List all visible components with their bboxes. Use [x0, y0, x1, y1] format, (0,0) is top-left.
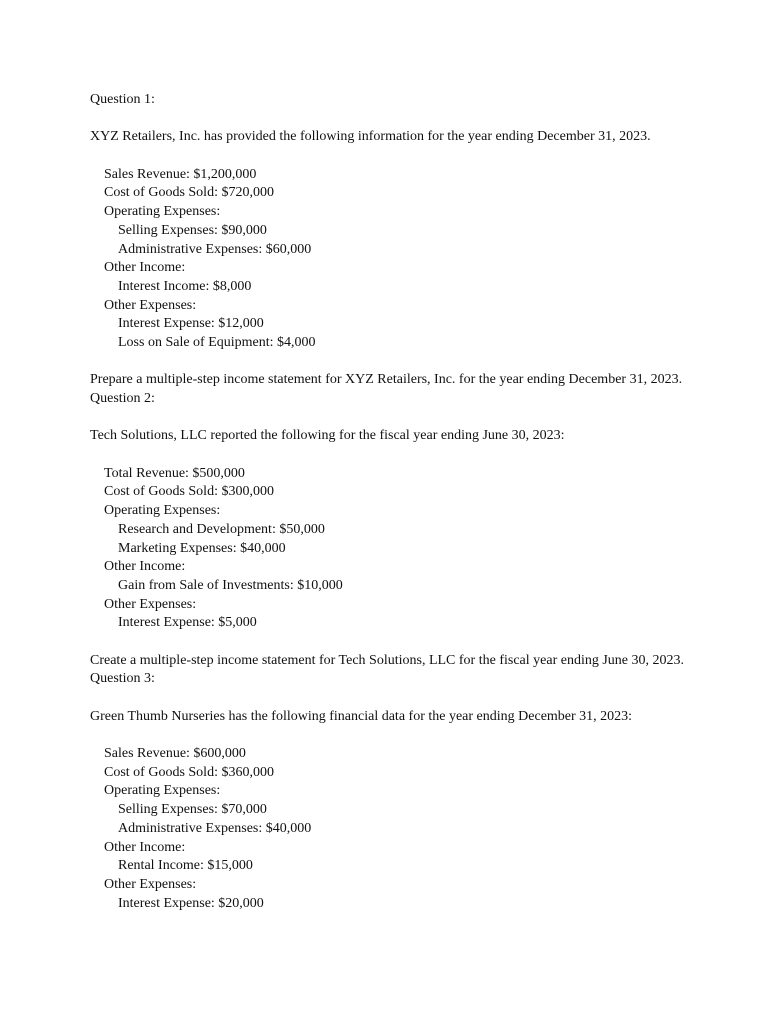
sub-line-item: Loss on Sale of Equipment: $4,000	[118, 334, 316, 350]
sub-line-item: Gain from Sale of Investments: $10,000	[118, 577, 343, 593]
question-block	[90, 390, 730, 670]
line-item: Operating Expenses:	[104, 204, 221, 220]
blank-line	[90, 409, 730, 428]
sub-line-item: Interest Expense: $20,000	[118, 895, 264, 911]
question-intro: Tech Solutions, LLC reported the following for the fiscal year ending June 30, 2023:	[90, 428, 565, 444]
line-item: Other Income:	[104, 559, 186, 575]
line-item: Other Income:	[104, 839, 186, 855]
sub-line-item: Interest Income: $8,000	[118, 278, 252, 294]
financial-data-list	[90, 465, 730, 633]
line-item: Total Revenue: $500,000	[104, 465, 245, 481]
line-item: Cost of Goods Sold: $360,000	[104, 764, 274, 780]
blank-line	[90, 689, 730, 708]
line-item: Cost of Goods Sold: $300,000	[104, 484, 274, 500]
sub-line-item: Interest Expense: $5,000	[118, 615, 257, 631]
question-intro: Green Thumb Nurseries has the following financial data for the year ending December 31, 2023:	[90, 708, 633, 724]
question-block	[90, 91, 730, 390]
line-item: Other Expenses:	[104, 297, 197, 313]
line-item: Operating Expenses:	[104, 503, 221, 519]
question-instruction: Create a multiple-step income statement for Tech Solutions, LLC for the fiscal year ending June 30, 2023.	[90, 652, 684, 668]
blank-line	[90, 446, 730, 465]
question-instruction: Prepare a multiple-step income statement for XYZ Retailers, Inc. for the year ending December 31, 2023.	[90, 372, 683, 388]
line-item: Other Income:	[104, 260, 186, 276]
blank-line	[90, 633, 730, 652]
sub-line-item: Selling Expenses: $70,000	[118, 802, 267, 818]
sub-line-item: Rental Income: $15,000	[118, 858, 253, 874]
blank-line	[90, 726, 730, 745]
line-item: Other Expenses:	[104, 876, 197, 892]
sub-line-item: Marketing Expenses: $40,000	[118, 540, 286, 556]
financial-data-list	[90, 745, 730, 913]
blank-line	[90, 110, 730, 129]
question-heading: Question 1:	[90, 92, 155, 107]
question-intro: XYZ Retailers, Inc. has provided the following information for the year ending December 31, 2023.	[90, 129, 651, 145]
line-item: Operating Expenses:	[104, 783, 221, 799]
financial-data-list	[90, 166, 730, 353]
line-item: Sales Revenue: $1,200,000	[104, 166, 257, 182]
sub-line-item: Selling Expenses: $90,000	[118, 222, 267, 238]
sub-line-item: Administrative Expenses: $40,000	[118, 820, 312, 836]
document-page	[90, 91, 730, 913]
line-item: Other Expenses:	[104, 596, 197, 612]
blank-line	[90, 353, 730, 372]
question-heading: Question 2:	[90, 391, 155, 406]
line-item: Cost of Goods Sold: $720,000	[104, 185, 274, 201]
sub-line-item: Interest Expense: $12,000	[118, 316, 264, 332]
sub-line-item: Administrative Expenses: $60,000	[118, 241, 312, 257]
sub-line-item: Research and Development: $50,000	[118, 521, 325, 537]
line-item: Sales Revenue: $600,000	[104, 746, 246, 762]
question-heading: Question 3:	[90, 671, 155, 687]
question-block	[90, 670, 730, 913]
blank-line	[90, 147, 730, 166]
